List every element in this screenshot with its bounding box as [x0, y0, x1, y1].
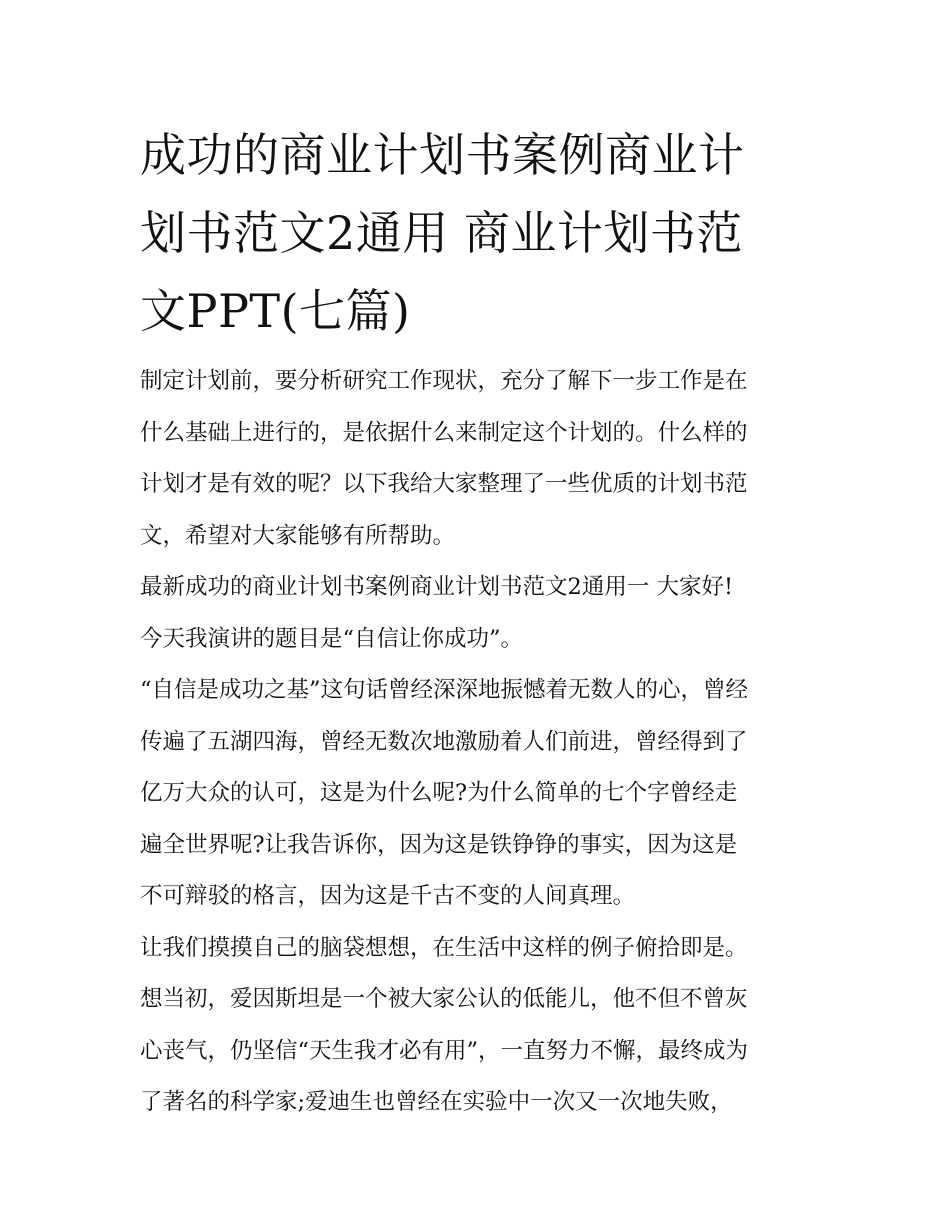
- title-line: 划书范文2通用 商业计划书范: [140, 206, 743, 260]
- body-line: 计划才是有效的呢？以下我给大家整理了一些优质的计划书范: [140, 471, 748, 497]
- body-line: 了著名的科学家;爱迪生也曾经在实验中一次又一次地失败，: [140, 1089, 733, 1115]
- body-line: 制定计划前，要分析研究工作现状，充分了解下一步工作是在: [140, 368, 748, 394]
- body-line: 什么基础上进行的，是依据什么来制定这个计划的。什么样的: [140, 419, 748, 446]
- body-line: 亿万大众的认可，这是为什么呢?为什么简单的七个字曾经走: [140, 780, 738, 806]
- body-line: 传遍了五湖四海，曾经无数次地激励着人们前进，曾经得到了: [140, 728, 748, 755]
- body-line: 遍全世界呢?让我告诉你，因为这是铁铮铮的事实，因为这是: [140, 831, 738, 858]
- body-line: 今天我演讲的题目是“自信让你成功”。: [140, 625, 524, 652]
- body-line: 最新成功的商业计划书案例商业计划书范文2通用一 大家好!: [140, 574, 734, 600]
- document-title: [140, 116, 830, 350]
- body-line: 想当初，爱因斯坦是一个被大家公认的低能儿，他不但不曾灰: [140, 986, 748, 1012]
- body-line: 让我们摸摸自己的脑袋想想，在生活中这样的例子俯拾即是。: [140, 934, 748, 961]
- body-line: 心丧气，仍坚信“天生我才必有用”，一直努力不懈，最终成为: [140, 1037, 749, 1064]
- title-line: 文PPT(七篇): [140, 284, 411, 338]
- body-line: 文，希望对大家能够有所帮助。: [140, 522, 456, 549]
- title-line: 成功的商业计划书案例商业计: [140, 128, 745, 182]
- body-line: “自信是成功之基”这句话曾经深深地振憾着无数人的心，曾经: [140, 677, 749, 703]
- body-line: 不可辩驳的格言，因为这是千古不变的人间真理。: [140, 883, 636, 909]
- document-body: [140, 356, 830, 1129]
